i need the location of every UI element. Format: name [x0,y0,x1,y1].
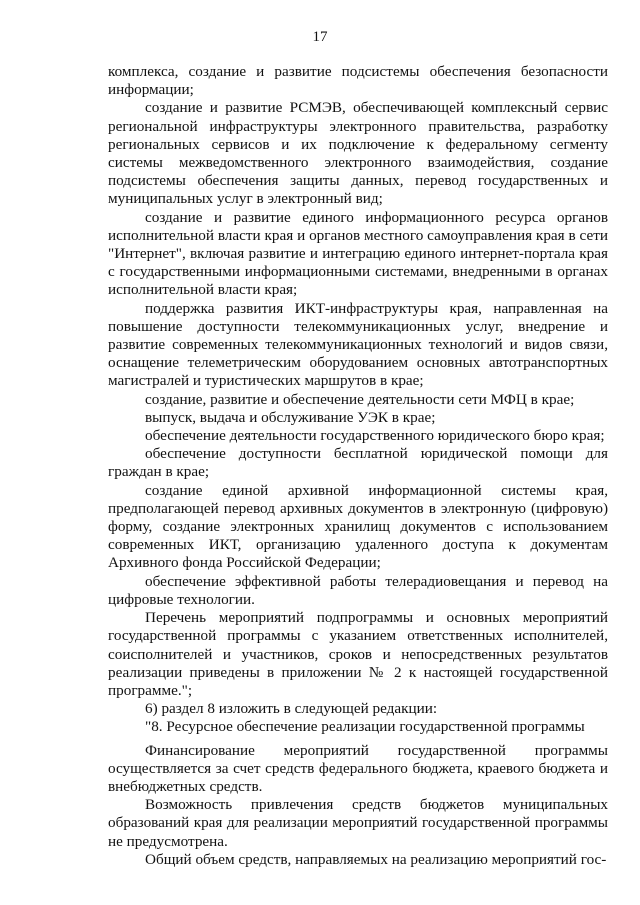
paragraph: создание единой архивной информационной системы края, предполагающей перевод архивных документов в электронную (цифровую) форму, создание электронных хранилищ документов с использованием современных ИКТ, организацию удаленного доступа к документам Архивного фонда Российской Федерации; [108,481,608,572]
paragraph: обеспечение эффективной работы телерадиовещания и перевод на цифровые технологии. [108,572,608,608]
paragraph: Перечень мероприятий подпрограммы и основных мероприятий государственной программы с указанием ответственных исполнителей, соисполнителей и участников, сроков и непосредственных результатов реализации приведены в приложении № 2 к настоящей государственной программе."; [108,609,608,699]
paragraph: Возможность привлечения средств бюджетов муниципальных образований края для реализации мероприятий государственной программы не предусмотрена. [108,796,608,850]
paragraph: обеспечение доступности бесплатной юридической помощи для граждан в крае; [108,445,608,481]
paragraph: Общий объем средств, направляемых на реализацию мероприятий гос- [145,850,607,868]
paragraph: 6) раздел 8 изложить в следующей редакции: [145,700,438,718]
paragraph: комплекса, создание и развитие подсистемы обеспечения безопасности информации; [108,63,608,99]
paragraph: создание и развитие РСМЭВ, обеспечивающей комплексный сервис региональной инфраструктуры электронного правительства, разработку региональных сервисов и их подключение к федеральному сегменту системы межведомственного электронного взаимодействия, создание подсистемы обеспечения защиты данных, перевод государственных и муниципальных услуг в электронный вид; [108,99,608,208]
document-body [108,63,608,869]
section-heading: "8. Ресурсное обеспечение реализации государственной программы [145,718,585,736]
paragraph: создание, развитие и обеспечение деятельности сети МФЦ в крае; [145,390,575,408]
paragraph: обеспечение деятельности государственного юридического бюро края; [145,427,605,445]
page-number: 17 [312,29,328,45]
paragraph: Финансирование мероприятий государственной программы осуществляется за счет средств федерального бюджета, краевого бюджета и внебюджетных средств. [108,741,608,795]
paragraph: создание и развитие единого информационного ресурса органов исполнительной власти края и органов местного самоуправления края в сети "Интернет", включая развитие и интеграцию единого интернет-портала края с государственными информационными системами, внедренными в органах исполнительной власти края; [108,208,608,299]
paragraph: поддержка развития ИКТ-инфраструктуры края, направленная на повышение доступности телекоммуникационных услуг, внедрение и развитие современных телекоммуникационных технологий и видов связи, оснащение телеметрическим оборудованием основных автотранспортных магистралей и туристических маршрутов в крае; [108,299,608,390]
paragraph: выпуск, выдача и обслуживание УЭК в крае; [145,408,436,426]
